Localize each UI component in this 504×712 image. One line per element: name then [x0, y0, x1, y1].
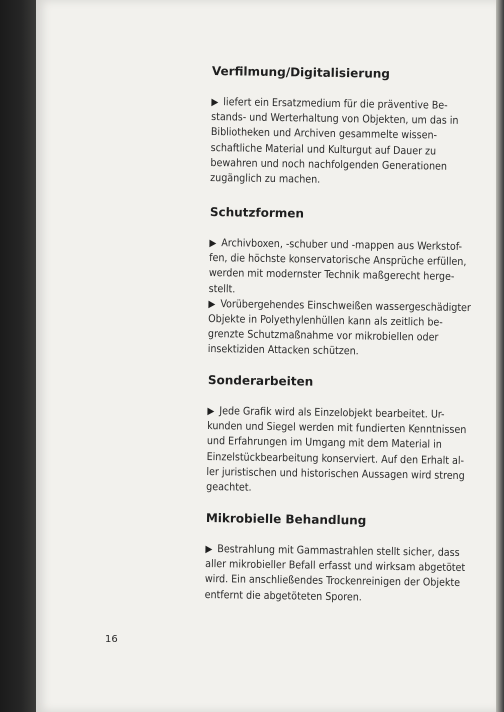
- text-line: werden mit modernster Technik maßgerecht herge-: [208, 267, 455, 284]
- text-line: Archivboxen, -schuber und -mappen aus Werkstof-: [221, 237, 463, 253]
- text-line: liefert ein Ersatzmedium für die präventive Be-: [223, 96, 448, 112]
- text-line: zugänglich zu machen.: [210, 172, 321, 186]
- text-line: geachtet.: [206, 481, 252, 494]
- bullet-arrow-icon: ▶: [207, 405, 215, 418]
- bullet-arrow-icon: ▶: [211, 96, 219, 109]
- text-line: Bestrahlung mit Gammastrahlen stellt sicher, dass: [217, 543, 460, 559]
- section-heading: Verfilmung/Digitalisierung: [211, 64, 391, 81]
- text-line: Einzelstückbearbeitung konserviert. Auf den Erhalt al-: [206, 450, 465, 467]
- text-line: Objekte in Polyethylenhüllen kann als zeitlich be-: [208, 313, 443, 329]
- section-paragraph: [210, 95, 481, 190]
- text-line: aller mikrobieller Befall erfasst und wirksam abgetötet: [205, 558, 466, 575]
- text-line: Bibliotheken und Archiven gesammelte wissen-: [210, 126, 438, 142]
- section-heading: Mikrobielle Behandlung: [205, 511, 367, 528]
- bullet-arrow-icon: ▶: [205, 543, 213, 556]
- section-paragraph: [205, 542, 476, 607]
- text-line: grenzte Schutzmaßnahme vor mikrobiellen oder: [207, 328, 439, 344]
- text-line: Vorübergehendes Einschweißen wassergeschädigter: [220, 297, 471, 314]
- section-heading: Sonderarbeiten: [207, 373, 314, 389]
- scan-background-right: [496, 0, 504, 712]
- document-page: [36, 0, 496, 712]
- text-line: stands- und Werterhaltung von Objekten, um das in: [211, 111, 459, 128]
- section-heading: Schutzformen: [209, 205, 305, 221]
- text-line: entfernt die abgetöteten Sporen.: [204, 588, 362, 604]
- page-number: 16: [105, 634, 118, 645]
- section-paragraph: [208, 236, 480, 362]
- section-sonderarbeiten: [206, 373, 478, 499]
- text-line: fen, die höchste konservatorische Ansprüche erfüllen,: [209, 252, 467, 269]
- text-line: und Erfahrungen im Umgang mit dem Material in: [206, 435, 442, 452]
- text-line: wird. Ein anschließendes Trockenreinigen der Objekte: [204, 573, 461, 590]
- bullet-arrow-icon: ▶: [209, 237, 217, 250]
- bullet-arrow-icon: ▶: [208, 298, 216, 310]
- section-mikrobielle-behandlung: [205, 511, 476, 607]
- text-line: schaftliche Material und Kulturgut auf Dauer zu: [210, 141, 437, 158]
- text-line: Jede Grafik wird als Einzelobjekt bearbeitet. Ur-: [219, 405, 445, 421]
- text-line: bewahren und noch nachfolgenden Generationen: [210, 156, 448, 173]
- text-line: ler juristischen und historischen Aussagen wird streng: [206, 465, 465, 482]
- section-verfilmung: [210, 64, 482, 190]
- text-line: kunden und Siegel werden mit fundierten Kenntnissen: [207, 420, 467, 437]
- section-paragraph: [206, 404, 477, 499]
- text-line: insektiziden Attacken schützen.: [207, 343, 359, 358]
- text-line: stellt.: [208, 282, 236, 296]
- scan-background-left: [0, 0, 36, 712]
- section-schutzformen: [208, 205, 480, 362]
